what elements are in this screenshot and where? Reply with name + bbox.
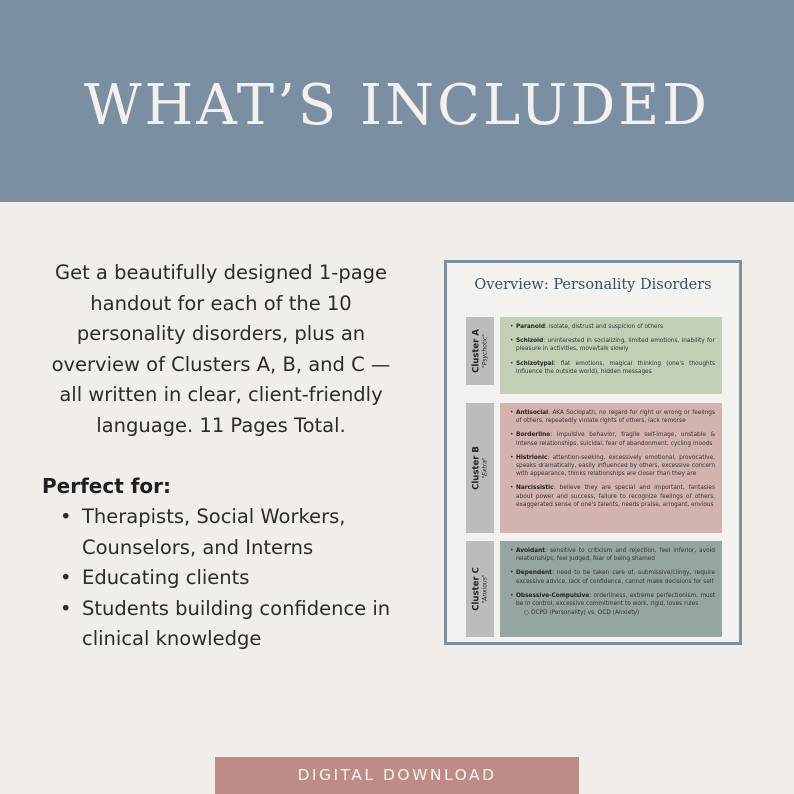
list-item: • Histrionic: attention-seeking, excessively emotional, provocative, speaks dramatically, easily influenced by others, excessive concern with appearance, thinks relationships are closer than they are xyxy=(510,454,715,478)
cluster-b-box xyxy=(500,403,722,533)
bullet-icon: • xyxy=(60,566,72,589)
cluster-b-label: Cluster B "Extra" xyxy=(466,403,494,533)
document-title: Overview: Personality Disorders xyxy=(474,277,712,293)
list-item: • Paranoid: isolate, distrust and suspicion of others xyxy=(510,324,663,330)
list-item: • Dependent: need to be taken care of, submissive/clingy, require excessive advice, lack of confidence, cannot make decisions for self xyxy=(510,570,715,585)
perfect-for-heading: Perfect for: xyxy=(42,474,172,498)
perfect-for-list xyxy=(60,502,410,655)
document-preview xyxy=(444,260,742,645)
cluster-c-box xyxy=(500,541,722,637)
header-banner xyxy=(0,0,794,202)
digital-download-button[interactable]: DIGITAL DOWNLOAD xyxy=(215,757,579,794)
list-item: • Therapists, Social Workers, Counselors, and Interns xyxy=(60,502,410,563)
sub-list-item: ○ OCPD (Personality) vs. OCD (Anxiety) xyxy=(524,610,640,617)
list-item: • Narcissistic: believe they are special and important, fantasies about power and success, failure to recognize feelings of others, exaggerated sense of one's talents, needs praise, arrogant, envious xyxy=(510,485,715,508)
list-item: • Educating clients xyxy=(60,563,410,594)
cluster-a-box xyxy=(500,317,722,394)
intro-text: Get a beautifully designed 1-page handout for each of the 10 personality disorders, plus an overview of Clusters A, B, and C — all written in clear, client-friendly language. 11 Pages Total. xyxy=(51,261,391,437)
cluster-c-label: Cluster C "Anxious" xyxy=(466,541,494,637)
list-item: • Avoidant: sensitive to criticism and rejection, feel inferior, avoid relationships, feel judged, fear of being shamed xyxy=(510,548,715,563)
list-item: • Schizoid: uninterested in socializing, limited emotions, inability for pleasure in activities, move/talk slowly xyxy=(510,338,715,353)
bullet-icon: • xyxy=(60,505,72,528)
list-item: • Schizotypal: flat emotions, magical thinking (one's thoughts influence the outside world), hidden messages xyxy=(510,360,715,375)
list-item: • Obsessive-Compulsive: orderliness, extreme perfectionism, must be in control, excessive commitment to work, rigid, loves rules ○ OCPD (Personality) vs. OCD (Anxiety) xyxy=(510,592,715,617)
list-item: • Borderline: impulsive behavior, fragile self-image, unstable & intense relationships, suicidal, fear of abandonment, cycling moods xyxy=(510,432,715,447)
list-item: • Antisocial: AKA Sociopath, no regard for right or wrong or feelings of others, repeatedly violate rights of others, lack remorse xyxy=(510,410,715,425)
bullet-icon: • xyxy=(60,596,72,620)
list-item: • Students building confidence in clinical knowledge xyxy=(60,594,410,655)
cluster-a-label: Cluster A "Psychotic" xyxy=(466,317,494,385)
page-title: WHAT’S INCLUDED xyxy=(83,73,711,138)
